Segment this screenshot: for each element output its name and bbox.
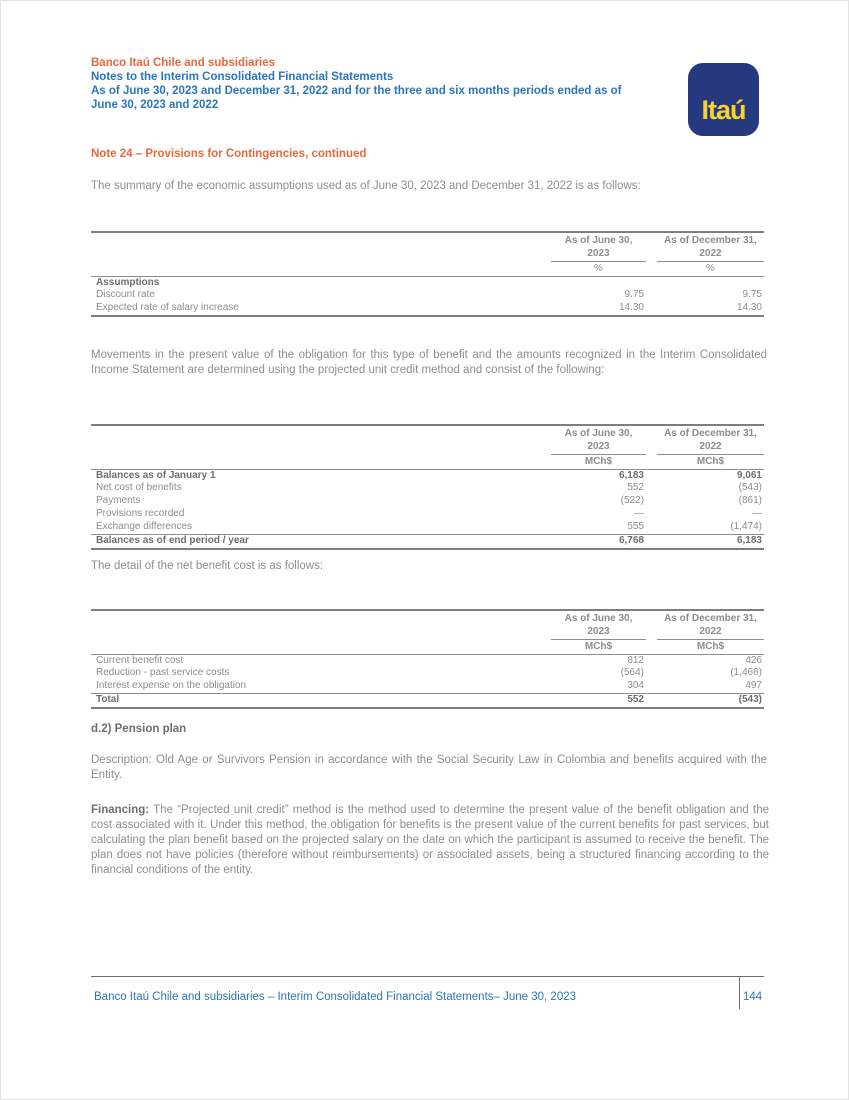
row-value: — <box>752 508 762 520</box>
row-label: Total <box>91 694 551 707</box>
unit-label: MCh$ <box>551 455 646 469</box>
row-value: 6,183 <box>646 535 764 548</box>
financing-paragraph <box>91 803 769 878</box>
row-value: 9.75 <box>742 289 762 301</box>
table-unit-row <box>91 262 764 276</box>
row-value: — <box>634 508 644 520</box>
column-header-june: As of June 30, 2023 <box>551 235 646 262</box>
row-label: Payments <box>96 495 141 507</box>
company-name: Banco Itaú Chile and subsidiaries <box>91 57 276 69</box>
row-label: Current benefit cost <box>96 654 184 666</box>
table-row <box>91 469 764 482</box>
table-row <box>91 289 764 302</box>
table-row <box>91 521 764 534</box>
table-row <box>91 302 764 315</box>
row-label: Assumptions <box>96 276 160 288</box>
row-value: 812 <box>627 654 644 666</box>
unit-label: % <box>646 262 764 276</box>
page-number-divider <box>739 976 740 1009</box>
table-row <box>91 482 764 495</box>
row-label: Reduction - past service costs <box>96 667 230 679</box>
row-value: (522) <box>620 495 644 507</box>
row-value: 497 <box>745 680 762 692</box>
row-value: 14.30 <box>618 302 644 314</box>
table-header-row <box>91 611 764 640</box>
row-label: Balances as of end period / year <box>91 535 551 548</box>
row-value: 6,183 <box>618 469 644 481</box>
period-line-1: As of June 30, 2023 and December 31, 2022 and for the three and six months periods ended as of <box>91 85 622 97</box>
pension-description-paragraph: Description: Old Age or Survivors Pension in accordance with the Social Security Law in Colombia and benefits acquired with the Entity. <box>91 754 767 781</box>
table-unit-row <box>91 455 764 469</box>
row-label: Provisions recorded <box>96 508 185 520</box>
note-title: Note 24 – Provisions for Contingencies, continued <box>91 148 367 160</box>
itau-logo <box>688 63 759 136</box>
row-value: (543) <box>738 482 762 494</box>
table-row <box>91 495 764 508</box>
net-benefit-intro-paragraph: The detail of the net benefit cost is as follows: <box>91 560 324 572</box>
unit-label: MCh$ <box>646 455 764 469</box>
row-value: 14.30 <box>736 302 762 314</box>
row-label: Discount rate <box>96 289 155 301</box>
row-label: Balances as of January 1 <box>96 469 216 481</box>
table-row <box>91 654 764 667</box>
summary-intro-paragraph: The summary of the economic assumptions used as of June 30, 2023 and December 31, 2022 is as follows: <box>91 180 641 192</box>
row-value: 426 <box>745 654 762 666</box>
row-value: 6,768 <box>551 535 646 548</box>
financing-label: Financing: <box>91 804 150 816</box>
table-row <box>91 694 764 707</box>
row-label: Net cost of benefits <box>96 482 182 494</box>
column-header-december: As of December 31, 2022 <box>657 235 764 262</box>
row-value <box>551 276 646 289</box>
column-header-june: As of June 30, 2023 <box>551 428 646 455</box>
row-value: 9.75 <box>624 289 644 301</box>
unit-label: MCh$ <box>646 640 764 654</box>
row-value: (564) <box>620 667 644 679</box>
financing-text: The “Projected unit credit” method is the method used to determine the present value of the benefit obligation and the cost associated with it. Under this method, the obligation for benefits is the present value of the current benefits for past services, but calculating the plan benefit based on the projected salary on the date on which the participant is assumed to receive the benefit. The plan does not have policies (therefore without reimbursements) or associated assets, being a structured financing according to the financial conditions of the entity. <box>91 804 769 876</box>
unit-label: % <box>551 262 646 276</box>
row-value: 552 <box>551 694 646 707</box>
row-value <box>646 276 764 289</box>
obligation-movements-table <box>91 424 764 550</box>
table-header-row <box>91 233 764 262</box>
table-row <box>91 508 764 521</box>
unit-label: MCh$ <box>551 640 646 654</box>
row-value: (861) <box>738 495 762 507</box>
pension-plan-heading: d.2) Pension plan <box>91 723 187 735</box>
column-header-december: As of December 31, 2022 <box>657 613 764 640</box>
economic-assumptions-table <box>91 231 764 317</box>
row-value: 552 <box>627 482 644 494</box>
table-row <box>91 535 764 548</box>
movements-intro-paragraph: Movements in the present value of the obligation for this type of benefit and the amounts recognized in the Interim Consolidated Income Statement are determined using the projected unit credit method and consist of the following: <box>91 349 767 376</box>
row-value: 555 <box>627 521 644 533</box>
column-header-june: As of June 30, 2023 <box>551 613 646 640</box>
row-value: (1,474) <box>730 521 762 533</box>
footer-text: Banco Itaú Chile and subsidiaries – Interim Consolidated Financial Statements– June 30, 2023 <box>94 991 577 1003</box>
column-header-december: As of December 31, 2022 <box>657 428 764 455</box>
row-value: 9,061 <box>736 469 762 481</box>
footer-divider <box>91 976 764 977</box>
net-benefit-cost-table <box>91 609 764 709</box>
row-value: (543) <box>646 694 764 707</box>
row-label: Interest expense on the obligation <box>96 680 247 692</box>
table-row <box>91 680 764 693</box>
row-value: (1,466) <box>730 667 762 679</box>
table-header-row <box>91 426 764 455</box>
period-line-2: June 30, 2023 and 2022 <box>91 99 219 111</box>
row-label: Exchange differences <box>96 521 192 533</box>
table-unit-row <box>91 640 764 654</box>
row-label: Expected rate of salary increase <box>96 302 239 314</box>
table-row <box>91 667 764 680</box>
table-row <box>91 276 764 289</box>
document-title: Notes to the Interim Consolidated Financial Statements <box>91 71 394 83</box>
row-value: 304 <box>627 680 644 692</box>
itau-logo-text: Itaú <box>701 95 746 125</box>
page-number: 144 <box>743 991 763 1003</box>
document-header <box>91 56 676 112</box>
